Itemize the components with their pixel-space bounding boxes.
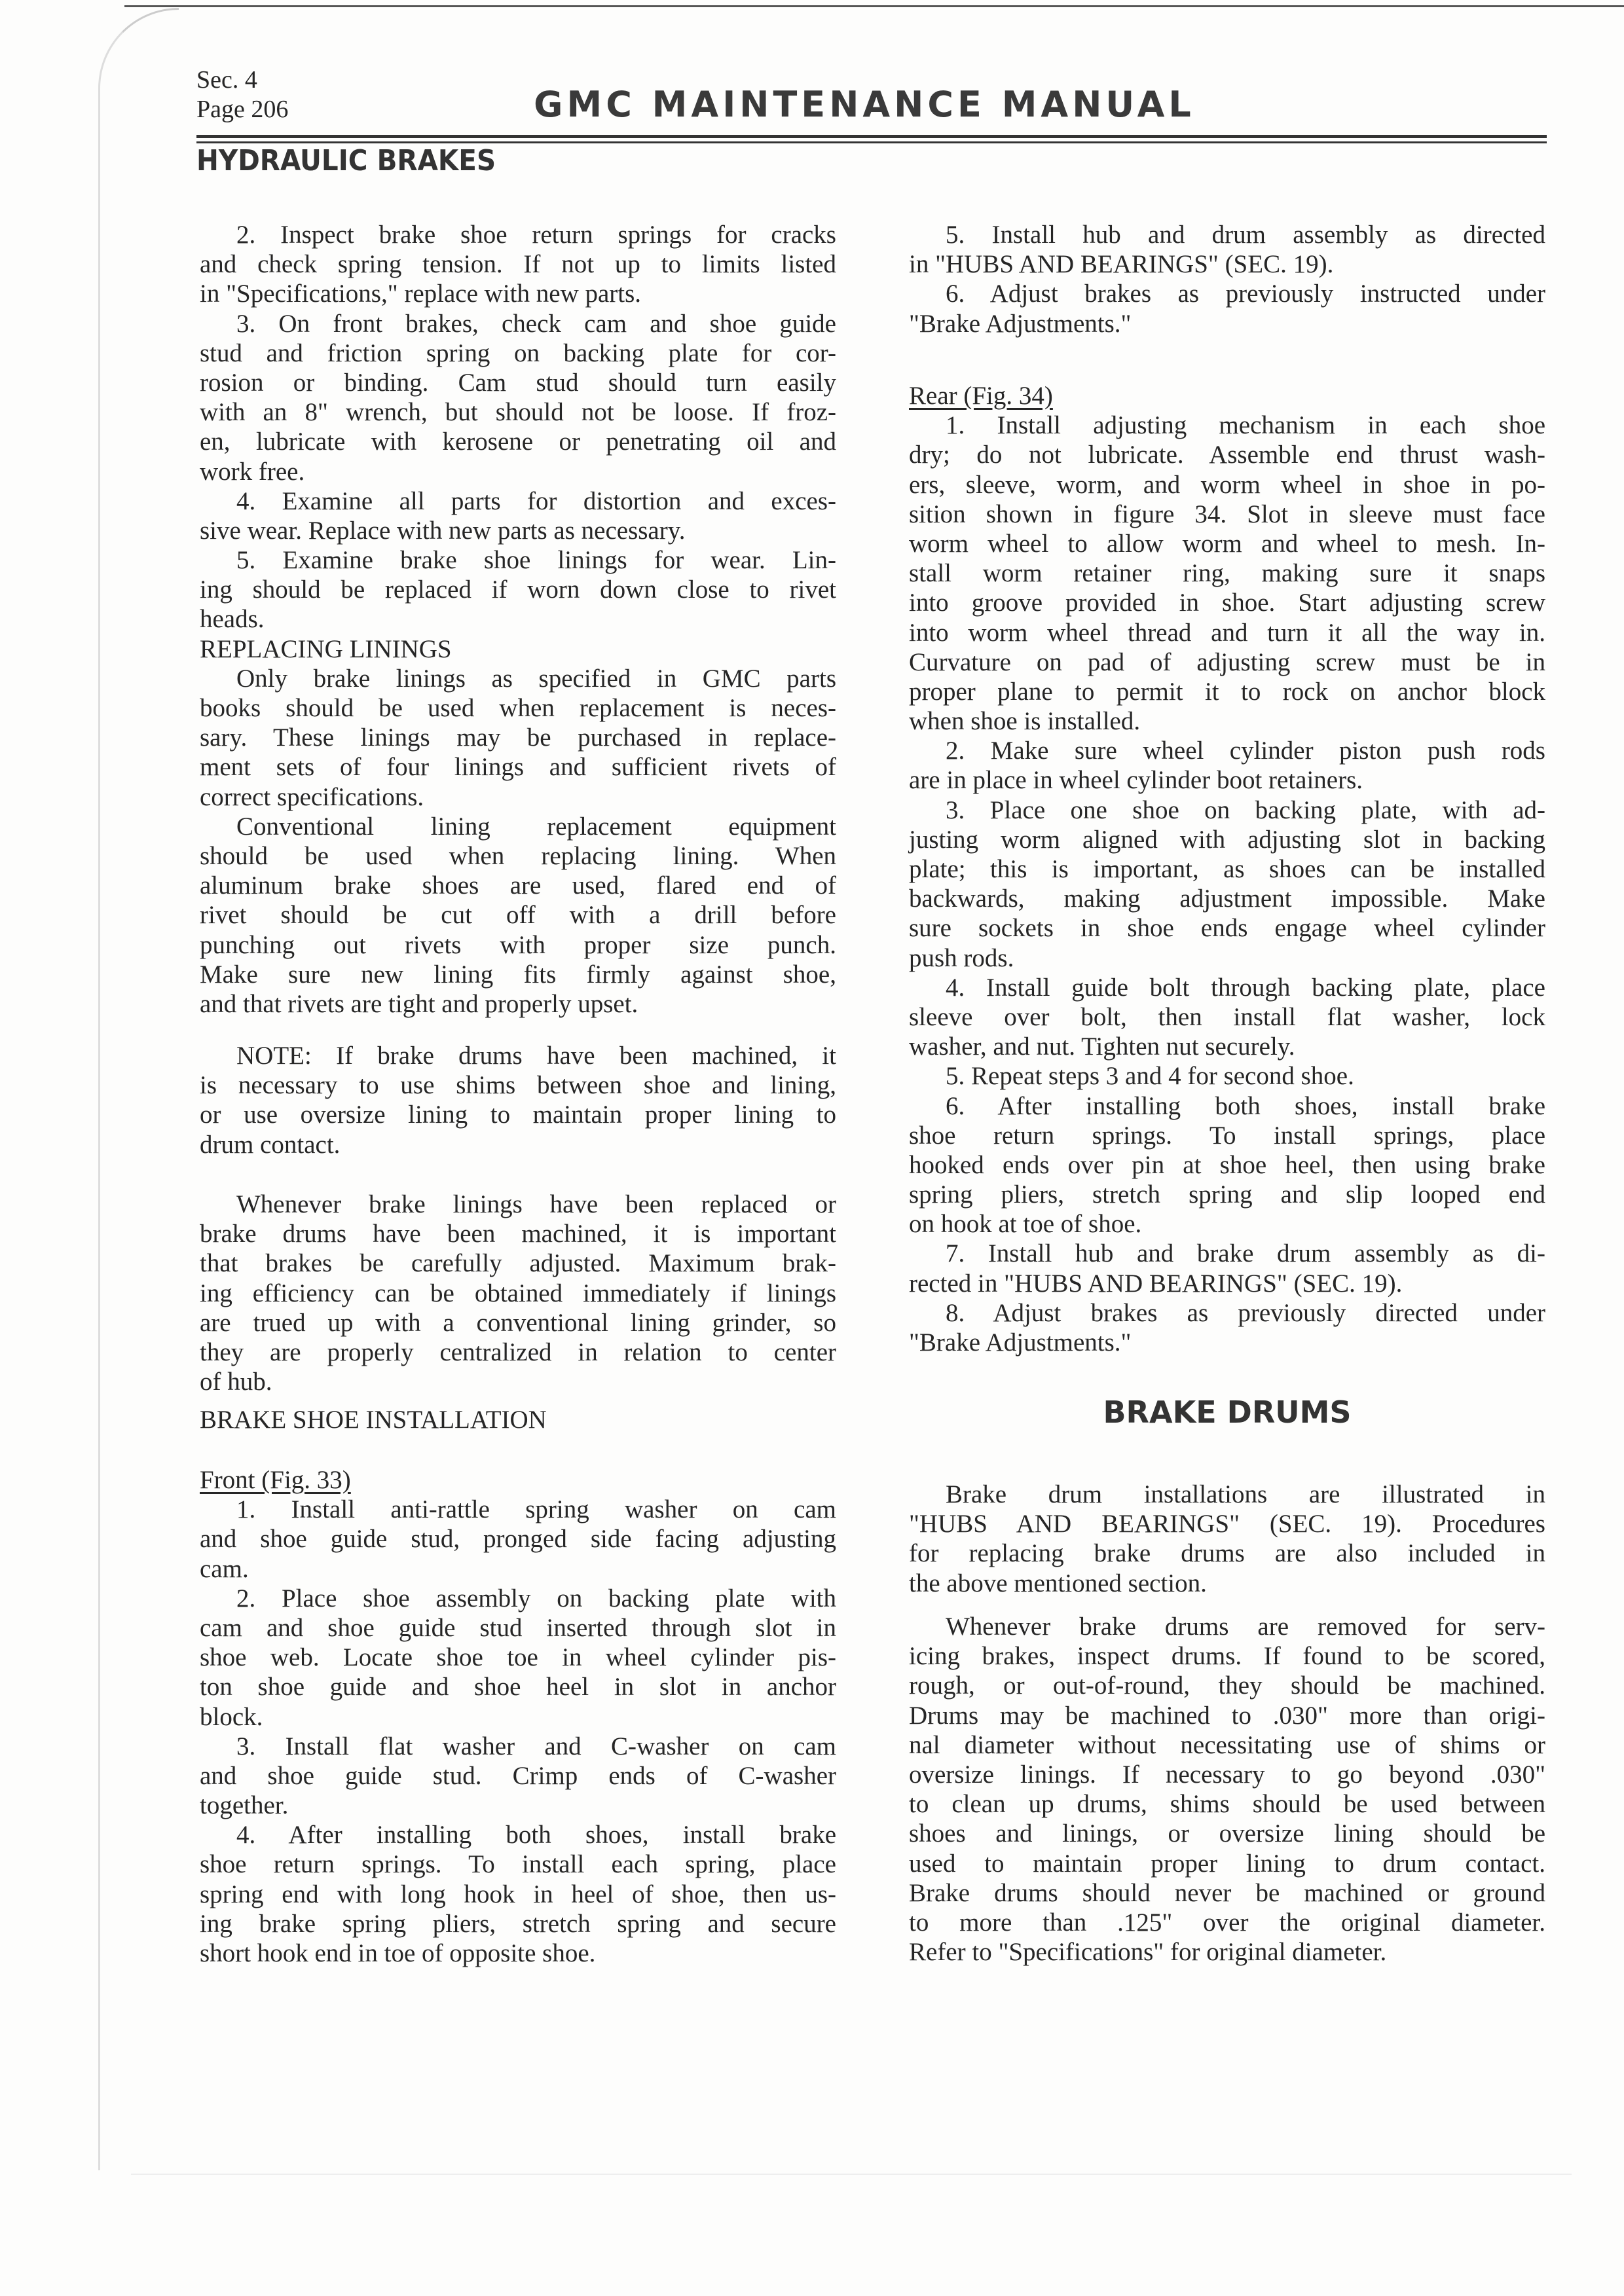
text-line: shoe web. Locate shoe toe in wheel cylinder pis-: [200, 1643, 836, 1672]
text-line: hooked ends over pin at shoe heel, then using brake: [909, 1150, 1545, 1179]
text-line: for replacing brake drums are also included in: [909, 1539, 1545, 1568]
subsection-heading: [200, 1465, 836, 1495]
installation-heading: [200, 1405, 836, 1434]
paragraph: [200, 1732, 836, 1821]
text-line: block.: [200, 1702, 263, 1731]
text-line: 5. Examine brake shoe linings for wear. Lin-: [236, 546, 836, 575]
paragraph: [909, 795, 1545, 973]
text-line: justing worm aligned with adjusting slot in backing: [909, 825, 1545, 854]
text-line: together.: [200, 1791, 289, 1820]
text-line: 3. On front brakes, check cam and shoe guide: [236, 309, 836, 338]
text-line: sure sockets in shoe ends engage wheel cylinder: [909, 914, 1545, 943]
manual-title: GMC MAINTENANCE MANUAL: [534, 84, 1195, 125]
text-line: proper plane to permit it to rock on anchor block: [909, 677, 1545, 706]
text-line: are in place in wheel cylinder boot retainers.: [909, 766, 1363, 795]
text-line: Whenever brake drums are removed for serv-: [946, 1613, 1545, 1641]
text-line: backwards, making adjustment impossible. Make: [909, 884, 1545, 913]
text-line: washer, and nut. Tighten nut securely.: [909, 1032, 1295, 1061]
paragraph: [200, 486, 836, 545]
text-line: 5. Install hub and drum assembly as directed: [946, 221, 1545, 249]
text-line: 2. Inspect brake shoe return springs for cracks: [236, 221, 836, 249]
page-number: Page 206: [196, 96, 289, 123]
brake-drums-intro: [909, 1480, 1545, 1598]
text-line: short hook end in toe of opposite shoe.: [200, 1939, 596, 1967]
adjustment-paragraph: [200, 1190, 836, 1396]
paragraph: [909, 410, 1545, 736]
text-line: and that rivets are tight and properly upset.: [200, 989, 638, 1018]
heading-text: REPLACING LININGS: [200, 634, 452, 663]
paragraph: [909, 1061, 1545, 1091]
text-line: stud and friction spring on backing plate for cor-: [200, 338, 836, 367]
text-line: sive wear. Replace with new parts as necessary.: [200, 516, 686, 545]
text-line: books should be used when replacement is neces-: [200, 694, 836, 722]
text-line: "HUBS AND BEARINGS" (SEC. 19). Procedures: [909, 1510, 1545, 1539]
text-line: that brakes be carefully adjusted. Maximum brak-: [200, 1249, 836, 1278]
text-line: 2. Place shoe assembly on backing plate with: [236, 1584, 836, 1613]
paragraph: [200, 1495, 836, 1584]
text-line: sleeve over bolt, then install flat washer, lock: [909, 1002, 1545, 1031]
note: [200, 1041, 836, 1159]
heading-text: Rear (Fig. 34): [909, 382, 1053, 410]
paragraph: [200, 545, 836, 634]
text-line: ing efficiency can be obtained immediately if linings: [200, 1279, 836, 1307]
page-edge-left: [98, 8, 179, 2170]
text-line: heads.: [200, 605, 265, 634]
text-line: with an 8" wrench, but should not be loose. If froz-: [200, 398, 836, 427]
text-line: push rods.: [909, 943, 1014, 972]
text-line: work free.: [200, 457, 305, 486]
text-line: they are properly centralized in relation to center: [200, 1338, 836, 1366]
text-line: en, lubricate with kerosene or penetrating oil and: [200, 428, 836, 456]
text-line: in "Specifications," replace with new parts.: [200, 280, 642, 308]
paragraph: [200, 1820, 836, 1968]
text-line: rosion or binding. Cam stud should turn easily: [200, 368, 836, 397]
text-line: plate; this is important, as shoes can be installed: [909, 855, 1545, 883]
text-line: when shoe is installed.: [909, 707, 1141, 736]
text-line: 6. After installing both shoes, install brake: [946, 1091, 1545, 1120]
text-line: 4. After installing both shoes, install brake: [236, 1821, 836, 1850]
text-line: punching out rivets with proper size punch.: [200, 930, 836, 959]
text-line: brake drums have been machined, it is important: [200, 1220, 836, 1248]
paragraph: [909, 1480, 1545, 1598]
paragraph: [200, 1041, 836, 1159]
heading-text: BRAKE SHOE INSTALLATION: [200, 1406, 547, 1434]
page-edge: [124, 5, 1624, 7]
text-line: to clean up drums, shims should be used between: [909, 1790, 1545, 1819]
section-heading: [200, 1405, 836, 1434]
text-line: stall worm retainer ring, making sure it snaps: [909, 559, 1545, 588]
text-line: 4. Install guide bolt through backing plate, place: [946, 973, 1545, 1002]
paragraph: [909, 1612, 1545, 1967]
front-installation: [200, 1465, 836, 1968]
section-number: Sec. 4: [196, 66, 257, 94]
text-line: rough, or out-of-round, they should be machined.: [909, 1671, 1545, 1700]
text-line: rected in "HUBS AND BEARINGS" (SEC. 19).: [909, 1269, 1403, 1298]
text-line: Brake drum installations are illustrated in: [946, 1480, 1545, 1508]
text-line: Curvature on pad of adjusting screw must be in: [909, 647, 1545, 676]
text-line: shoes and linings, or oversize lining should be: [909, 1819, 1545, 1848]
paragraph: [200, 664, 836, 812]
text-line: sition shown in figure 34. Slot in sleeve must face: [909, 500, 1545, 528]
text-line: is necessary to use shims between shoe and lining,: [200, 1071, 836, 1100]
text-line: Drums may be machined to .030" more than origi-: [909, 1701, 1545, 1730]
text-line: shoe return springs. To install springs, place: [909, 1121, 1545, 1150]
text-line: 4. Examine all parts for distortion and exces-: [236, 486, 836, 515]
text-line: 6. Adjust brakes as previously instructed under: [946, 280, 1545, 308]
text-line: aluminum brake shoes are used, flared end of: [200, 871, 836, 900]
text-line: Whenever brake linings have been replaced or: [236, 1190, 836, 1218]
paragraph: [909, 736, 1545, 795]
paragraph: [909, 279, 1545, 338]
text-line: spring end with long hook in heel of shoe, then us-: [200, 1880, 836, 1908]
paragraph: [909, 1239, 1545, 1298]
paragraph: [909, 1298, 1545, 1357]
header-rule: [196, 135, 1547, 138]
text-line: into groove provided in shoe. Start adjusting screw: [909, 589, 1545, 617]
text-line: spring pliers, stretch spring and slip looped end: [909, 1180, 1545, 1209]
text-line: Refer to "Specifications" for original diameter.: [909, 1938, 1387, 1967]
page-reference: [196, 65, 288, 124]
paragraph: [909, 220, 1545, 279]
text-line: of hub.: [200, 1368, 272, 1396]
section-heading: [200, 634, 836, 664]
text-line: worm wheel to allow worm and wheel to mesh. In-: [909, 529, 1545, 558]
text-line: Conventional lining replacement equipment: [236, 812, 836, 841]
text-line: rivet should be cut off with a drill before: [200, 901, 836, 930]
text-line: 3. Place one shoe on backing plate, with ad-: [946, 795, 1545, 824]
text-line: and shoe guide stud, pronged side facing adjusting: [200, 1525, 836, 1554]
rear-installation: [909, 381, 1545, 1357]
text-line: "Brake Adjustments.": [909, 309, 1132, 338]
subsection-heading: [909, 381, 1545, 410]
text-line: to more than .125" over the original diameter.: [909, 1908, 1545, 1937]
paragraph: [200, 1190, 836, 1396]
text-line: Only brake linings as specified in GMC parts: [236, 664, 836, 693]
text-line: icing brakes, inspect drums. If found to be scored,: [909, 1642, 1545, 1671]
inspection-and-linings: [200, 220, 836, 1019]
text-line: 3. Install flat washer and C-washer on cam: [236, 1732, 836, 1760]
text-line: ing should be replaced if worn down close to rivet: [200, 575, 836, 604]
header-rule: [196, 141, 1547, 143]
text-line: correct specifications.: [200, 782, 424, 811]
paragraph: [909, 973, 1545, 1062]
text-line: 5. Repeat steps 3 and 4 for second shoe.: [946, 1062, 1354, 1091]
text-line: NOTE: If brake drums have been machined, it: [236, 1042, 836, 1070]
text-line: the above mentioned section.: [909, 1569, 1207, 1597]
text-line: and check spring tension. If not up to limits listed: [200, 250, 836, 279]
paragraph: [200, 812, 836, 1019]
text-line: "Brake Adjustments.": [909, 1328, 1132, 1357]
text-line: used to maintain proper lining to drum contact.: [909, 1849, 1545, 1878]
text-line: 7. Install hub and brake drum assembly as di-: [946, 1239, 1545, 1268]
front-continued: [909, 220, 1545, 338]
text-line: and shoe guide stud. Crimp ends of C-washer: [200, 1761, 836, 1790]
text-line: oversize linings. If necessary to go beyond .030": [909, 1760, 1545, 1789]
text-line: ing brake spring pliers, stretch spring and secure: [200, 1909, 836, 1938]
paragraph: [200, 1584, 836, 1732]
text-line: 1. Install adjusting mechanism in each shoe: [946, 411, 1545, 440]
paragraph: [200, 220, 836, 309]
text-line: cam and shoe guide stud inserted through slot in: [200, 1613, 836, 1642]
text-line: sary. These linings may be purchased in replace-: [200, 723, 836, 752]
page-edge-bottom: [131, 2174, 1572, 2175]
text-line: Make sure new lining fits firmly against shoe,: [200, 960, 836, 989]
text-line: 2. Make sure wheel cylinder piston push rods: [946, 737, 1545, 765]
text-line: drum contact.: [200, 1130, 341, 1159]
text-line: shoe return springs. To install each spring, place: [200, 1850, 836, 1879]
text-line: ers, sleeve, worm, and worm wheel in shoe in po-: [909, 470, 1545, 499]
text-line: 8. Adjust brakes as previously directed under: [946, 1298, 1545, 1327]
text-line: into worm wheel thread and turn it all the way in.: [909, 618, 1545, 647]
brake-drums-heading: BRAKE DRUMS: [1103, 1394, 1352, 1430]
paragraph: [200, 309, 836, 486]
text-line: cam.: [200, 1554, 249, 1583]
text-line: on hook at toe of shoe.: [909, 1210, 1142, 1239]
text-line: ton shoe guide and shoe heel in slot in anchor: [200, 1673, 836, 1702]
text-line: ment sets of four linings and sufficient rivets of: [200, 753, 836, 782]
text-line: should be used when replacing lining. When: [200, 841, 836, 870]
section-title: HYDRAULIC BRAKES: [196, 144, 496, 177]
text-line: Brake drums should never be machined or ground: [909, 1878, 1545, 1907]
brake-drums-machining: [909, 1612, 1545, 1967]
text-line: are trued up with a conventional lining grinder, so: [200, 1308, 836, 1337]
heading-text: Front (Fig. 33): [200, 1466, 351, 1494]
text-line: in "HUBS AND BEARINGS" (SEC. 19).: [909, 250, 1334, 279]
text-line: 1. Install anti-rattle spring washer on cam: [236, 1495, 836, 1524]
text-line: or use oversize lining to maintain proper lining to: [200, 1101, 836, 1129]
text-line: nal diameter without necessitating use of shims or: [909, 1730, 1545, 1759]
paragraph: [909, 1091, 1545, 1239]
text-line: dry; do not lubricate. Assemble end thrust wash-: [909, 441, 1545, 469]
